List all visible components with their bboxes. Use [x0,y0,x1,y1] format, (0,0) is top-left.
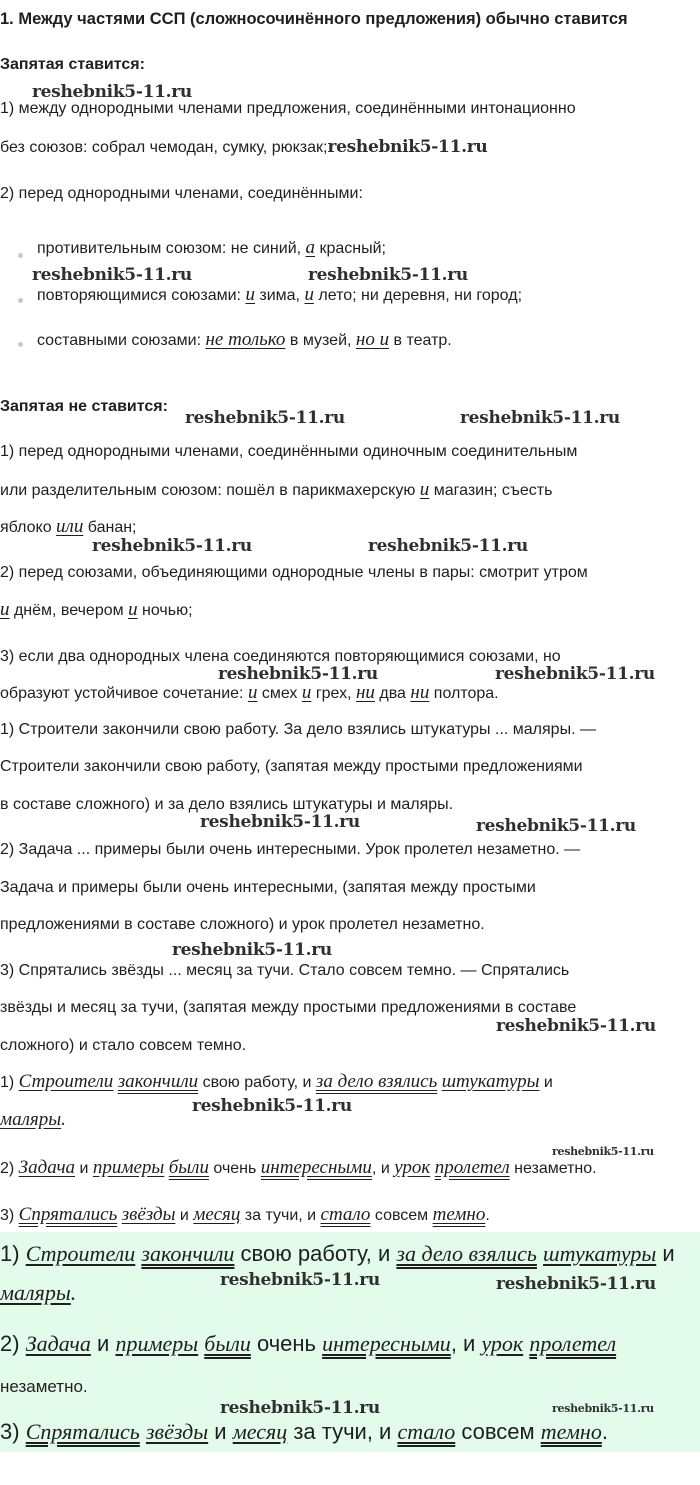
watermark: reshebnik5-11.ru [308,265,468,285]
watermark: reshebnik5-11.ru [476,816,636,836]
rule-np-1-line-3: яблоко или банан; [0,516,137,537]
bullet-marker [18,253,23,258]
parsed-1-line-2: маляры. [0,1109,66,1130]
watermark: reshebnik5-11.ru [218,664,378,684]
watermark: reshebnik5-11.ru [495,664,655,684]
watermark: reshebnik5-11.ru [200,812,360,832]
section-heading-comma-not-placed: Запятая не ставится: [0,398,168,415]
example-2-line-2: Задача и примеры были очень интересными, (запятая между простыми [0,879,536,896]
bullet-marker [18,298,23,303]
parsed-big-2-line-1: 2) Задача и примеры были очень интересными, и урок пролетел [0,1331,617,1356]
parsed-big-1-line-1: 1) Строители закончили свою работу, и за дело взялись штукатуры и [0,1241,675,1266]
watermark: reshebnik5-11.ru [327,137,488,157]
watermark: reshebnik5-11.ru [220,1270,380,1290]
watermark: reshebnik5-11.ru [220,1398,380,1418]
watermark: reshebnik5-11.ru [32,82,192,102]
rule-np-1-line-2: или разделительным союзом: пошёл в парикмахерскую и магазин; съесть [0,479,553,500]
rule-np-1-line-1: 1) перед однородными членами, соединёнными одиночным соединительным [0,443,578,460]
rule-np-2-line-2: и днём, вечером и ночью; [0,599,193,620]
rule-1-line-1: 1) между однородными членами предложения, соединёнными интонационно [0,100,576,117]
parsed-2: 2) Задача и примеры были очень интересными, и урок пролетел незаметно. [0,1157,597,1178]
example-2-line-3: предложениями в составе сложного) и урок пролетел незаметно. [0,916,485,933]
rule-np-3-line-1: 3) если два однородных члена соединяются повторяющимися союзами, но [0,648,561,665]
watermark: reshebnik5-11.ru [172,940,332,960]
bullet-marker [18,342,23,347]
rule-2: 2) перед однородными членами, соединёнными: [0,185,363,202]
rule-1-line-2: без союзов: собрал чемодан, сумку, рюкзак;reshebnik5-11.ru [0,137,488,157]
watermark: reshebnik5-11.ru [496,1016,656,1036]
parsed-big-2-line-2: незаметно. [0,1377,88,1396]
example-3-line-3: сложного) и стало совсем темно. [0,1037,247,1054]
watermark: reshebnik5-11.ru [496,1274,656,1294]
watermark: reshebnik5-11.ru [92,536,252,556]
parsed-big-3: 3) Спрятались звёзды и месяц за тучи, и стало совсем темно. [0,1419,608,1444]
rule-np-2-line-1: 2) перед союзами, объединяющими однородные члены в пары: смотрит утром [0,564,588,581]
example-1-line-3: в составе сложного) и за дело взялись штукатуры и маляры. [0,796,454,813]
rule-np-3-line-2: образуют устойчивое сочетание: и смех и грех, ни два ни полтора. [0,682,499,703]
list-item: составными союзами: не только в музей, но и в театр. [37,329,452,350]
example-3-line-2: звёзды и месяц за тучи, (запятая между простыми предложениями в составе [0,999,577,1016]
parsed-1-line-1: 1) Строители закончили свою работу, и за дело взялись штукатуры и [0,1071,553,1092]
example-1-line-1: 1) Строители закончили свою работу. За дело взялись штукатуры ... маляры. — [0,721,596,738]
example-3-line-1: 3) Спрятались звёзды ... месяц за тучи. Стало совсем темно. — Спрятались [0,962,570,979]
list-item: повторяющимися союзами: и зима, и лето; ни деревня, ни город; [37,284,523,305]
watermark: reshebnik5-11.ru [32,265,192,285]
watermark: reshebnik5-11.ru [185,408,345,428]
page-title: 1. Между частями ССП (сложносочинённого предложения) обычно ставится [0,10,628,28]
watermark: reshebnik5-11.ru [192,1096,352,1116]
list-item: противительным союзом: не синий, а красный; [37,237,386,258]
parsed-3: 3) Спрятались звёзды и месяц за тучи, и стало совсем темно. [0,1204,490,1225]
section-heading-comma-placed: Запятая ставится: [0,56,145,73]
parsed-big-1-line-2: маляры. [0,1280,77,1305]
example-2-line-1: 2) Задача ... примеры были очень интересными. Урок пролетел незаметно. — [0,841,581,858]
watermark: reshebnik5-11.ru [552,1145,654,1158]
watermark: reshebnik5-11.ru [368,536,528,556]
watermark: reshebnik5-11.ru [552,1402,654,1415]
example-1-line-2: Строители закончили свою работу, (запятая между простыми предложениями [0,758,583,775]
watermark: reshebnik5-11.ru [460,408,620,428]
